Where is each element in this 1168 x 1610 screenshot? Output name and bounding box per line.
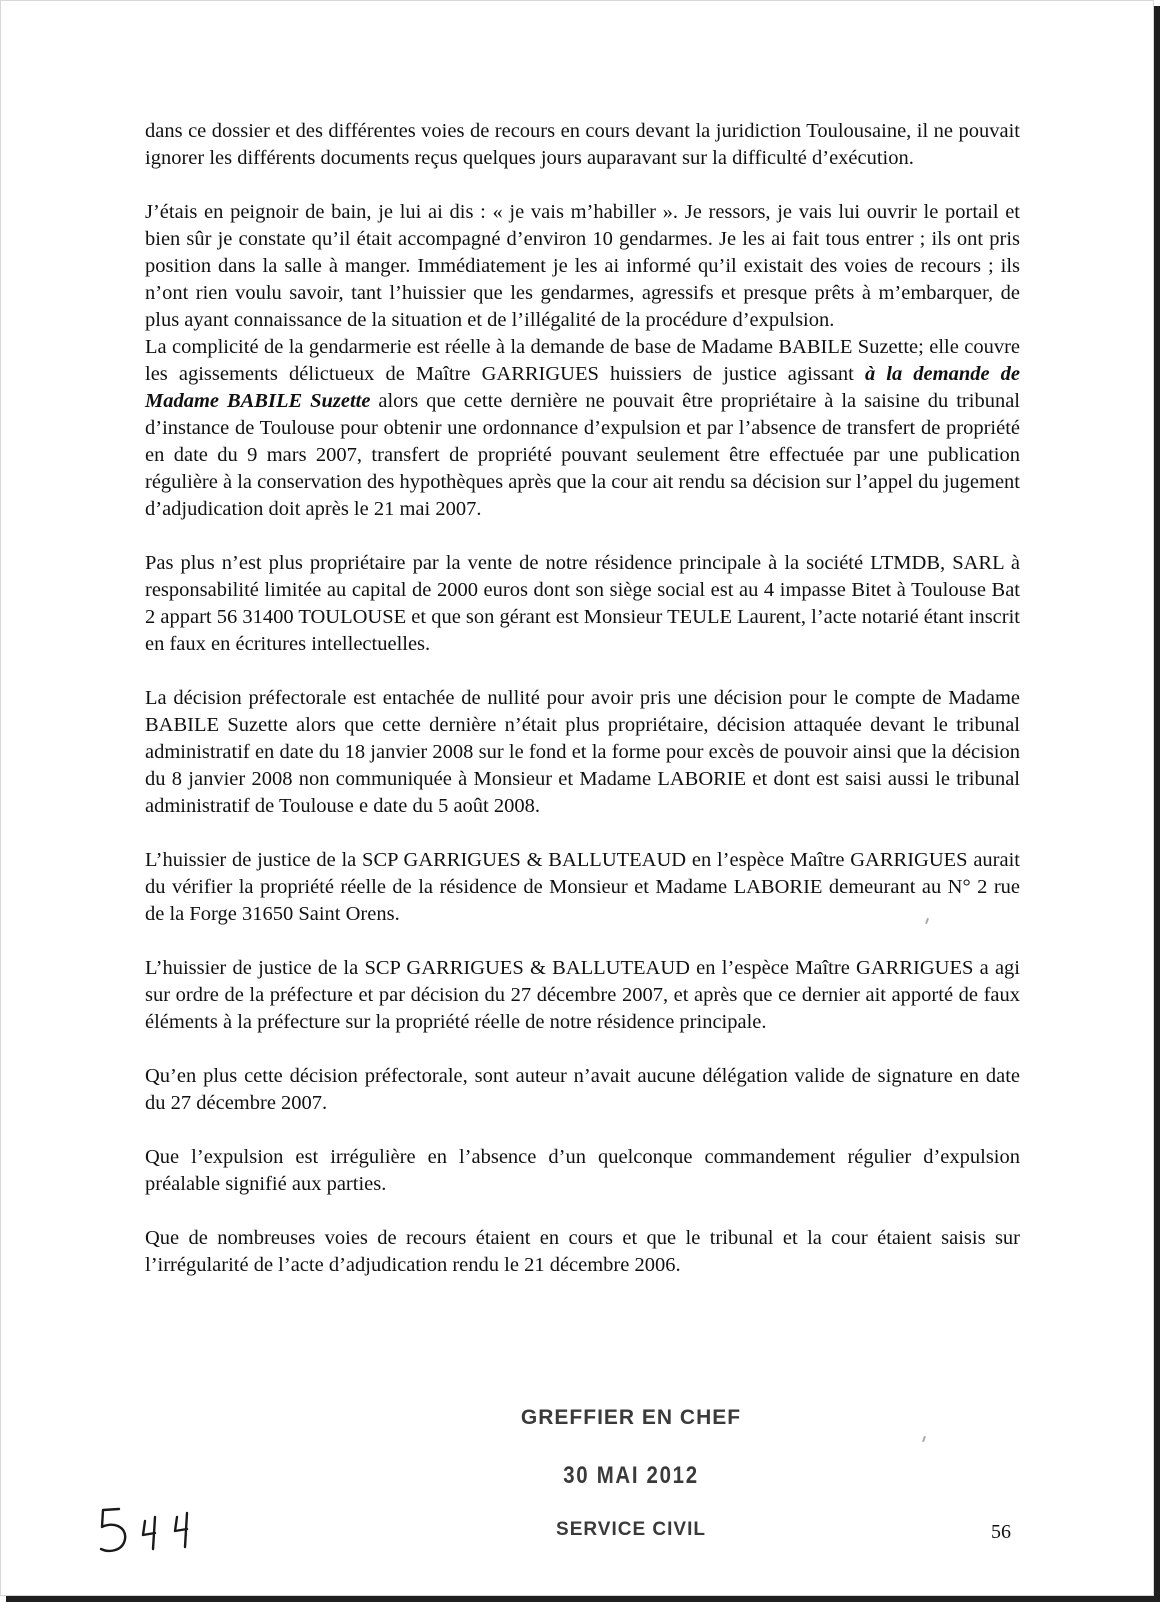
page-number: 56: [991, 1521, 1011, 1543]
paragraph-4: Pas plus n’est plus propriétaire par la vente de notre résidence principale à la société LTMDB, SARL à responsabilité limitée au capital de 2000 euros dont son siège social est au 4 impasse Bitet à Toulouse Bat 2 appart 56 31400 TOULOUSE et que son gérant est Monsieur TEULE Laurent, l’acte notarié étant inscrit en faux en écritures intellectuelles.: [145, 552, 1021, 655]
paragraph-3-part-2: alors que cette dernière ne pouvait être propriétaire à la saisine du tribunal d’instance de Toulouse pour obtenir une ordonnance d’expulsion et par l’absence de transfert de propriété en date du 9 mars 2007, transfert de propriété pouvant seulement être effectuée par une publication régulière à la conservation des hypothèques après que la cour ait rendu sa décision sur l’appel du jugement d’adjudication doit après le 21 mai 2007.: [145, 390, 1020, 520]
stamp-date: 30 MAI 2012: [563, 1462, 699, 1489]
paragraph-3: [145, 334, 1020, 523]
stamp-service: SERVICE CIVIL: [556, 1519, 706, 1540]
paragraph-9: Que l’expulsion est irrégulière en l’absence d’un quelconque commandement régulier d’expulsion préalable signifié aux parties.: [145, 1146, 1020, 1195]
paragraph-3-part-1: La complicité de la gendarmerie est réelle à la demande de base de Madame BABILE Suzette; elle couvre les agissements délictueux de Maître GARRIGUES huissiers de justice agissant: [145, 336, 1020, 385]
paragraph-6: L’huissier de justice de la SCP GARRIGUES & BALLUTEAUD en l’espèce Maître GARRIGUES aurait du vérifier la propriété réelle de la résidence de Monsieur et Madame LABORIE demeurant au N° 2 rue de la Forge 31650 Saint Orens.: [145, 849, 1020, 925]
paragraph-5: La décision préfectorale est entachée de nullité pour avoir pris une décision pour le compte de Madame BABILE Suzette alors que cette dernière n’était plus propriétaire, décision attaquée devant le tribunal administratif en date du 18 janvier 2008 sur le fond et la forme pour excès de pouvoir ainsi que la décision du 8 janvier 2008 non communiquée à Monsieur et Madame LABORIE et dont est saisi aussi le tribunal administratif de Toulouse e date du 5 août 2008.: [145, 687, 1020, 817]
scan-speck: [922, 1436, 926, 1442]
paragraph-3-emphasis: à la demande de Madame BABILE Suzette: [145, 363, 1021, 412]
paragraph-8: Qu’en plus cette décision préfectorale, sont auteur n’avait aucune délégation valide de signature en date du 27 décembre 2007.: [145, 1065, 1020, 1114]
stamp-title: GREFFIER EN CHEF: [520, 1406, 742, 1429]
paragraph-10: Que de nombreuses voies de recours étaient en cours et que le tribunal et la cour étaient saisis sur l’irrégularité de l’acte d’adjudication rendu le 21 décembre 2006.: [145, 1227, 1020, 1276]
handwritten-number: [97, 1503, 207, 1558]
body-text: [145, 118, 1020, 1279]
paragraph-1: dans ce dossier et des différentes voies de recours en cours devant la juridiction Toulousaine, il ne pouvait ignorer les différents documents reçus quelques jours auparavant sur la difficulté d’exécution.: [145, 120, 1020, 169]
paragraph-7: L’huissier de justice de la SCP GARRIGUES & BALLUTEAUD en l’espèce Maître GARRIGUES a agi sur ordre de la préfecture et par décision du 27 décembre 2007, et après que ce dernier ait apporté de faux éléments à la préfecture sur la propriété réelle de notre résidence principale.: [145, 957, 1020, 1033]
paragraph-2: J’étais en peignoir de bain, je lui ai dis : « je vais m’habiller ». Je ressors, je vais lui ouvrir le portail et bien sûr je constate qu’il était accompagné d’environ 10 gendarmes. Je les ai fait tous entrer ; ils ont pris position dans la salle à manger. Immédiatement je les ai informé qu’il existait des voies de recours ; ils n’ont rien voulu savoir, tant l’huissier que les gendarmes, agressifs et presque prêts à m’embarquer, de plus ayant connaissance de la situation et de l’illégalité de la procédure d’expulsion.: [145, 201, 1020, 331]
